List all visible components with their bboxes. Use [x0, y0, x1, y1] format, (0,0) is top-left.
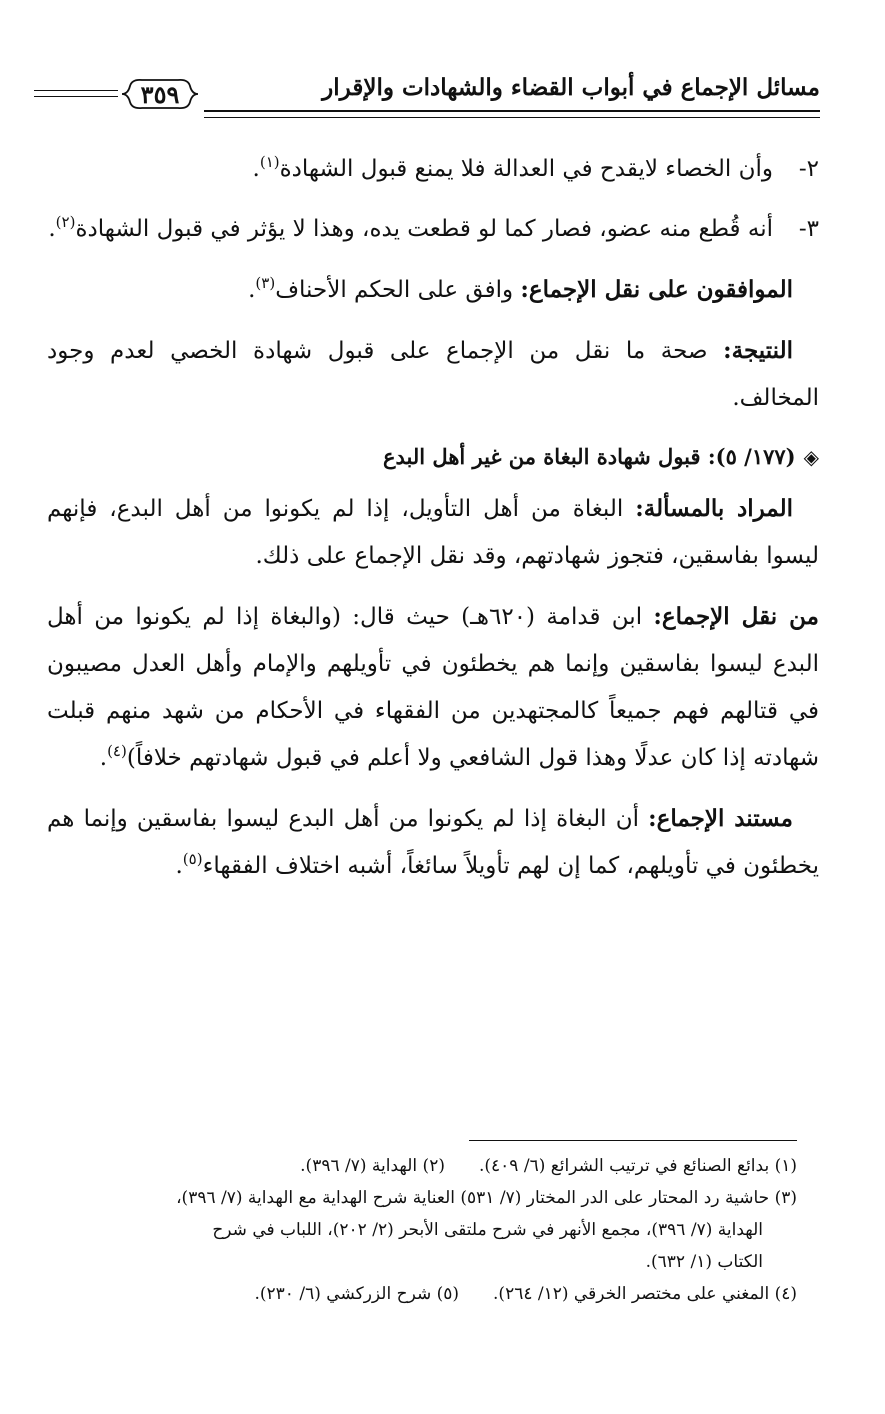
main-text	[47, 146, 819, 903]
footnote-ref[interactable]: (٢)	[55, 213, 76, 231]
footnote-separator	[469, 1140, 797, 1141]
agreeing-end: .	[248, 277, 256, 303]
section-title: قبول شهادة البغاة من غير أهل البدع	[382, 444, 701, 469]
running-title: مسائل الإجماع في أبواب القضاء والشهادات والإقرار	[322, 74, 820, 101]
list-item	[47, 206, 819, 253]
list-item	[47, 146, 819, 193]
page-number-badge	[120, 76, 200, 112]
footnotes	[47, 1150, 797, 1310]
result-paragraph	[47, 327, 819, 422]
agreeing-paragraph	[47, 266, 819, 314]
item-text: وأن الخصاء لايقدح في العدالة فلا يمنع قبول الشهادة	[279, 156, 773, 182]
result-label: النتيجة:	[723, 337, 794, 364]
footnote-3-continued: الهداية (٧/ ٣٩٦)، مجمع الأنهر في شرح ملتقى الأبحر (٢/ ٢٠٢)، اللباب في شرح	[212, 1220, 763, 1240]
basis-label: مستند الإجماع:	[648, 805, 793, 832]
basis-end: .	[175, 853, 183, 879]
footnote-ref[interactable]: (٥)	[182, 850, 203, 868]
header-rule-left	[34, 90, 118, 97]
page-header	[34, 64, 820, 124]
result-text: صحة ما نقل من الإجماع على قبول شهادة الخصي لعدم وجود المخالف.	[47, 338, 819, 411]
meaning-paragraph	[47, 485, 819, 580]
diamond-icon: ◈	[803, 445, 819, 469]
meaning-label: المراد بالمسألة:	[635, 495, 794, 522]
footnote-line	[47, 1150, 797, 1182]
footnote-2: (٢) الهداية (٧/ ٣٩٦).	[300, 1156, 445, 1176]
agreeing-text: وافق على الحكم الأحناف	[275, 277, 514, 303]
footnote-3-end: الكتاب (١/ ٦٣٢).	[645, 1252, 763, 1272]
footnote-3: (٣) حاشية رد المحتار على الدر المختار (٧/ ٥٣١) العناية شرح الهداية مع الهداية (٧/ ٣٩٦)،	[176, 1188, 797, 1208]
agreeing-label: الموافقون على نقل الإجماع:	[520, 276, 793, 303]
item-end: .	[48, 216, 56, 242]
footnote-line	[47, 1278, 797, 1310]
header-rule-right	[204, 110, 820, 118]
transmitter-paragraph	[47, 593, 819, 782]
basis-paragraph	[47, 795, 819, 890]
item-number: ٢-	[798, 156, 819, 182]
transmitter-text: ابن قدامة (٦٢٠هـ) حيث قال: (والبغاة إذا لم يكونوا من أهل البدع ليسوا بفاسقين وإنما هم يخطئون في تأويلهم والإمام وأهل العدل مصيبون في قتالهم فهم جميعاً كالمجتهدين من الفقهاء في الأحكام من شهد منهم قبلت شهادته إذا كان عدلًا وهذا قول الشافعي ولا أعلم في قبول شهادتهم خلافاً)	[47, 604, 819, 771]
section-heading	[47, 435, 819, 479]
basis-text: أن البغاة إذا لم يكونوا من أهل البدع ليسوا بفاسقين وإنما هم يخطئون في تأويلهم، كما إن لهم تأويلاً سائغاً، أشبه اختلاف الفقهاء	[47, 806, 819, 879]
item-text: أنه قُطع منه عضو، فصار كما لو قطعت يده، وهذا لا يؤثر في قبول الشهادة	[75, 216, 773, 242]
item-number: ٣-	[798, 216, 819, 242]
transmitter-label: من نقل الإجماع:	[653, 603, 819, 630]
meaning-text: البغاة من أهل التأويل، إذا لم يكونوا من أهل البدع، فإنهم ليسوا بفاسقين، فتجوز شهادتهم، وقد نقل الإجماع على ذلك.	[47, 496, 819, 569]
section-number: (١٧٧/ ٥):	[707, 444, 796, 469]
footnote-ref[interactable]: (١)	[259, 153, 280, 171]
item-end: .	[252, 156, 260, 182]
transmitter-end: .	[99, 745, 108, 771]
page-number: ٣٥٩	[140, 79, 180, 109]
footnote-4: (٤) المغني على مختصر الخرقي (١٢/ ٢٦٤).	[493, 1284, 797, 1304]
footnote-ref[interactable]: (٤)	[107, 742, 127, 760]
footnote-1: (١) بدائع الصنائع في ترتيب الشرائع (٦/ ٤٠٩).	[478, 1156, 797, 1176]
footnote-5: (٥) شرح الزركشي (٦/ ٢٣٠).	[254, 1284, 460, 1304]
footnote-ref[interactable]: (٣)	[255, 274, 276, 292]
